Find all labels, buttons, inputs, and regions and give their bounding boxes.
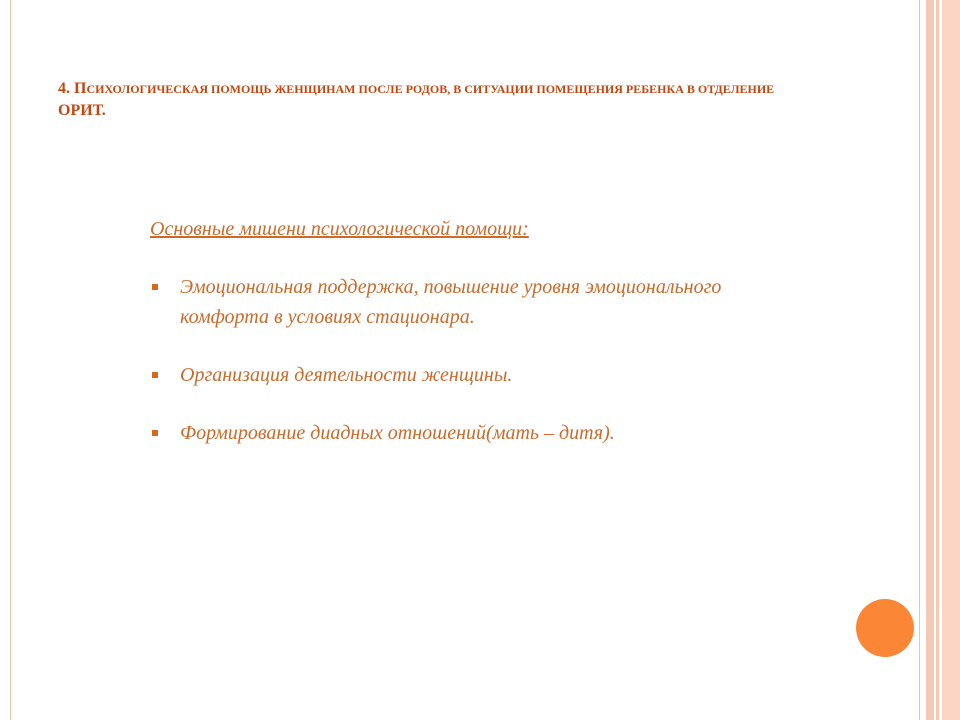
left-border-line: [10, 0, 11, 720]
slide-title: [58, 78, 798, 122]
right-stripe-1: [919, 0, 920, 720]
bullet-text-2: Организация деятельности женщины.: [180, 364, 513, 386]
bullet-text-3: Формирование диадных отношений(мать – дитя).: [180, 422, 615, 444]
right-stripe-2: [926, 0, 934, 720]
title-suffix: ОРИТ.: [58, 102, 106, 119]
right-stripe-4: [942, 0, 960, 720]
square-bullet-icon: [152, 372, 158, 378]
square-bullet-icon: [152, 430, 158, 436]
bullet-list: [150, 272, 770, 448]
slide-content: [150, 214, 770, 476]
decorative-circle-icon: [856, 599, 914, 657]
title-text: СИХОЛОГИЧЕСКАЯ ПОМОЩЬ ЖЕНЩИНАМ ПОСЛЕ РОДОВ, В СИТУАЦИИ ПОМЕЩЕНИЯ РЕБЕНКА В ОТДЕЛЕНИЕ: [86, 82, 775, 96]
bullet-text-1: Эмоциональная поддержка, повышение уровня эмоционального комфорта в условиях стационара.: [180, 276, 722, 328]
content-subtitle: Основные мишени психологической помощи:: [150, 218, 529, 240]
bullet-item-1: [150, 272, 770, 332]
bullet-item-2: [150, 360, 770, 390]
title-prefix: 4. П: [58, 80, 87, 97]
bullet-item-3: [150, 418, 770, 448]
square-bullet-icon: [152, 284, 158, 290]
right-stripe-3: [936, 0, 939, 720]
